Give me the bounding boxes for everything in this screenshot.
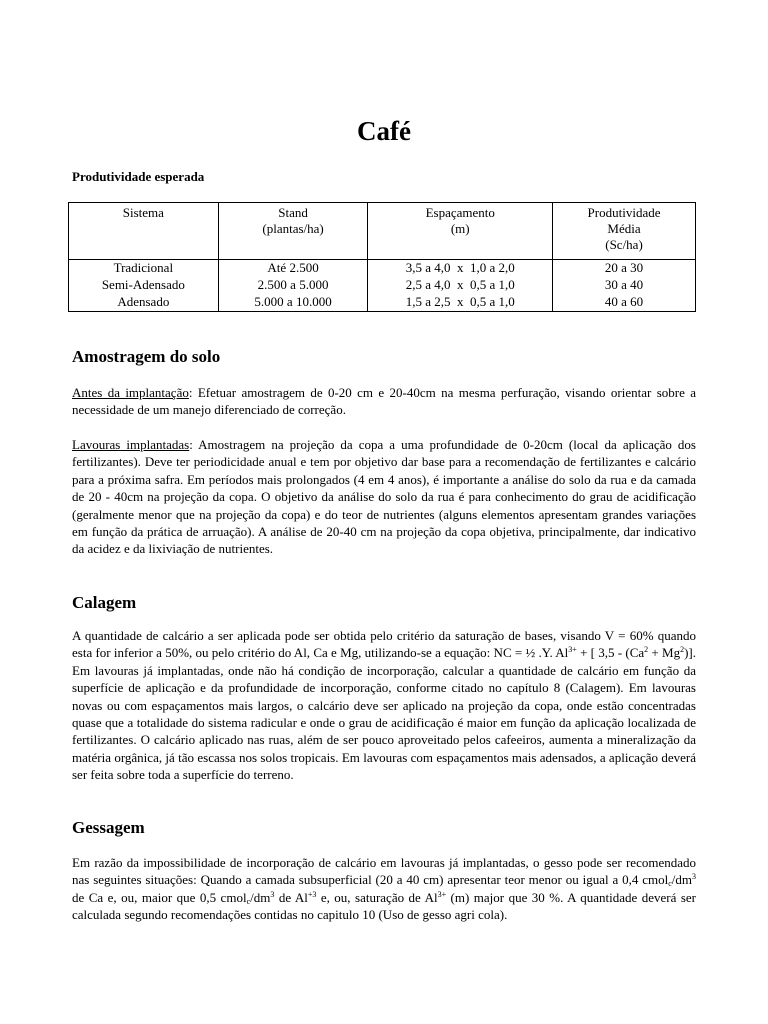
section-heading-calagem: Calagem (72, 593, 137, 612)
productivity-table (68, 202, 696, 312)
table-heading: Produtividade esperada (72, 169, 205, 184)
cell-stand: 2.500 a 5.000 (218, 277, 368, 294)
table-header-row (69, 203, 696, 260)
table-row (69, 294, 696, 312)
page-title: Café (357, 116, 411, 146)
paragraph-antes-implantacao (72, 384, 696, 419)
section-heading-amostragem: Amostragem do solo (72, 347, 221, 366)
table-row (69, 260, 696, 278)
paragraph-text: : Amostragem na projeção da copa a uma profundidade de 0-20cm (local da aplicação dos fertilizantes). Deve ter periodicidade anual e tem por objetivo dar base para a recomendação de fertilizantes e calcário para a próxima safra. Em períodos mais prolongados (4 em 4 anos), é importante a análise do solo da rua e da camada de 20 - 40cm na projeção da copa. O objetivo da análise do solo da rua é para conhecimento do grau de acidificação (geralmente menor que na projeção da copa) e do teor de nutrientes (alguns elementos apresentam grandes variações em função da prática de arruação). A análise de 20-40 cm na projeção da copa objetiva, principalmente, dar indicativo da acidez e da lixiviação de nutrientes. (72, 437, 696, 557)
table-row (69, 277, 696, 294)
cell-stand: 5.000 a 10.000 (218, 294, 368, 312)
paragraph-calagem: A quantidade de calcário a ser aplicada pode ser obtida pelo critério da saturação de bases, visando V = 60% quando esta for inferior a 50%, ou pelo critério do Al, Ca e Mg, utilizando-se a equação: NC = ½ .Y. $Al^{3+}$ + [ $3,5 - (Ca^2 + Mg^2)$]. Em lavouras já implantadas, onde não há condição de incorporação, calcular a quantidade de calcário em função da superfície de aplicação e da profundidade de incorporação, conforme citado no capítulo 8 (Calagem). Em lavouras novas ou com espaçamentos mais largos, o calcário deve ser aplicado na projeção da copa, onde estão concentradas quase que a totalidade do sistema radicular e onde o grau de acidificação é maior em função da aplicação localizada de fertilizantes. O calcário aplicado nas ruas, além de ser pouco aproveitado pelos cafeeiros, aumenta a mineralização da matéria orgânica, já tão escassa nos solos tropicais. Em lavouras com espaçamentos mais adensados, a aplicação deverá ser feita sobre toda a superfície do terreno. (72, 628, 697, 783)
cell-sistema: Tradicional (69, 260, 219, 278)
header-sistema: Sistema (69, 203, 219, 260)
header-stand: Stand (plantas/ha) (218, 203, 368, 260)
paragraph-label: Antes da implantação (72, 385, 189, 400)
cell-produtividade: 20 a 30 (553, 260, 696, 278)
paragraph-gessagem: Em razão da impossibilidade de incorporação de calcário em lavouras já implantadas, o gesso pode ser recomendado nas seguintes situações: Quando a camada subsuperficial (20 a 40 cm) apresentar teor menor ou igual a 0,4 $cmol_c/dm^3$ de Ca e, ou, maior que 0,5 $cmol_c/dm^3$ de $Al^{+3}$ e, ou, saturação de $Al^{3+}$ (m) major que 30 %. A quantidade deverá ser calculada segundo recomendações contidas no capitulo 10 (Uso de gesso agri cola). (72, 855, 696, 923)
paragraph-text: : Efetuar amostragem de 0-20 cm e 20-40cm na mesma perfuração, visando orientar sobre a necessidade de um manejo diferenciado de correção. (72, 385, 696, 418)
section-heading-gessagem: Gessagem (72, 818, 145, 837)
cell-sistema: Adensado (69, 294, 219, 312)
cell-espacamento: 3,5 a 4,0 x 1,0 a 2,0 (368, 260, 553, 278)
header-produtividade: Produtividade Média (Sc/ha) (553, 203, 696, 260)
paragraph-lavouras-implantadas (72, 436, 696, 558)
cell-stand: Até 2.500 (218, 260, 368, 278)
paragraph-label: Lavouras implantadas (72, 437, 190, 452)
header-espacamento: Espaçamento (m) (368, 203, 553, 260)
cell-sistema: Semi-Adensado (69, 277, 219, 294)
cell-espacamento: 2,5 a 4,0 x 0,5 a 1,0 (368, 277, 553, 294)
cell-espacamento: 1,5 a 2,5 x 0,5 a 1,0 (368, 294, 553, 312)
cell-produtividade: 40 a 60 (553, 294, 696, 312)
cell-produtividade: 30 a 40 (553, 277, 696, 294)
